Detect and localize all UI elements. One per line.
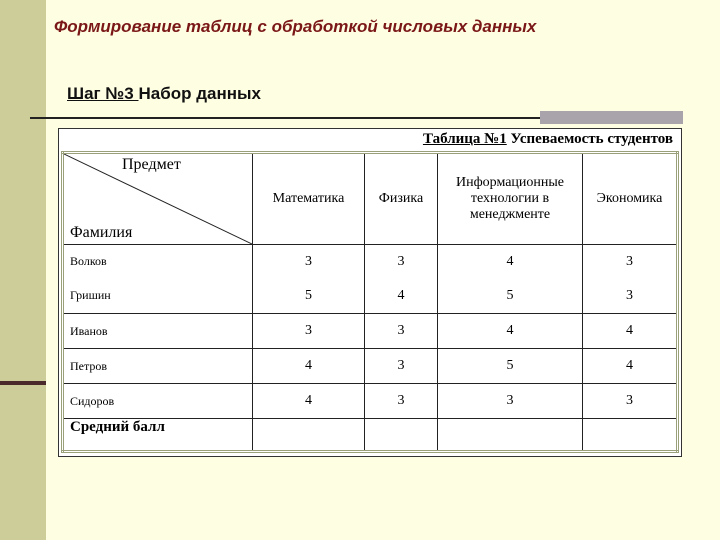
slide-title: Формирование таблиц с обработкой числовых данных (54, 17, 537, 36)
student-name: Петров (63, 349, 253, 384)
step-text: Набор данных (138, 84, 261, 103)
average-cell (365, 419, 438, 452)
corner-subject-label: Предмет (122, 156, 181, 173)
corner-cell (63, 153, 253, 245)
column-header: Математика (253, 153, 365, 245)
table-frame (58, 128, 682, 457)
average-cell (438, 419, 583, 452)
grade-cell: 4 (253, 349, 365, 384)
column-header: Экономика (583, 153, 678, 245)
average-cell (583, 419, 678, 452)
step-heading (67, 84, 261, 104)
grade-cell: 4 (253, 384, 365, 419)
student-name: Сидоров (63, 384, 253, 419)
grade-cell: 4 (438, 245, 583, 279)
grade-cell: 3 (583, 279, 678, 314)
student-name: Волков (63, 245, 253, 279)
step-label: Шаг №3 (67, 84, 139, 103)
student-name: Гришин (63, 279, 253, 314)
table-row (63, 349, 678, 384)
grade-cell: 4 (438, 314, 583, 349)
header-row (63, 153, 678, 245)
table-row (63, 384, 678, 419)
grade-cell: 5 (253, 279, 365, 314)
left-accent-bar (0, 0, 46, 540)
table-row (63, 279, 678, 314)
average-cell (253, 419, 365, 452)
student-name: Иванов (63, 314, 253, 349)
grade-cell: 3 (583, 384, 678, 419)
column-header: Информационные технологии в менеджменте (438, 153, 583, 245)
average-label: Средний балл (63, 419, 253, 452)
grade-cell: 5 (438, 349, 583, 384)
table-row (63, 245, 678, 279)
column-header: Физика (365, 153, 438, 245)
grade-cell: 4 (583, 314, 678, 349)
caption-label: Таблица №1 (422, 131, 507, 147)
grade-cell: 4 (583, 349, 678, 384)
grades-table (61, 151, 679, 453)
grade-cell: 3 (365, 349, 438, 384)
grade-cell: 3 (365, 245, 438, 279)
left-accent-line (0, 381, 46, 385)
grade-cell: 3 (365, 384, 438, 419)
grade-cell: 3 (253, 245, 365, 279)
average-row (63, 419, 678, 452)
grade-cell: 3 (253, 314, 365, 349)
table-row (63, 314, 678, 349)
table-caption (423, 131, 673, 148)
grade-cell: 5 (438, 279, 583, 314)
grade-cell: 3 (438, 384, 583, 419)
grade-cell: 3 (583, 245, 678, 279)
corner-surname-label: Фамилия (70, 224, 133, 241)
grade-cell: 3 (365, 314, 438, 349)
caption-text: Успеваемость студентов (506, 131, 673, 147)
grade-cell: 4 (365, 279, 438, 314)
divider-accent (540, 111, 683, 124)
